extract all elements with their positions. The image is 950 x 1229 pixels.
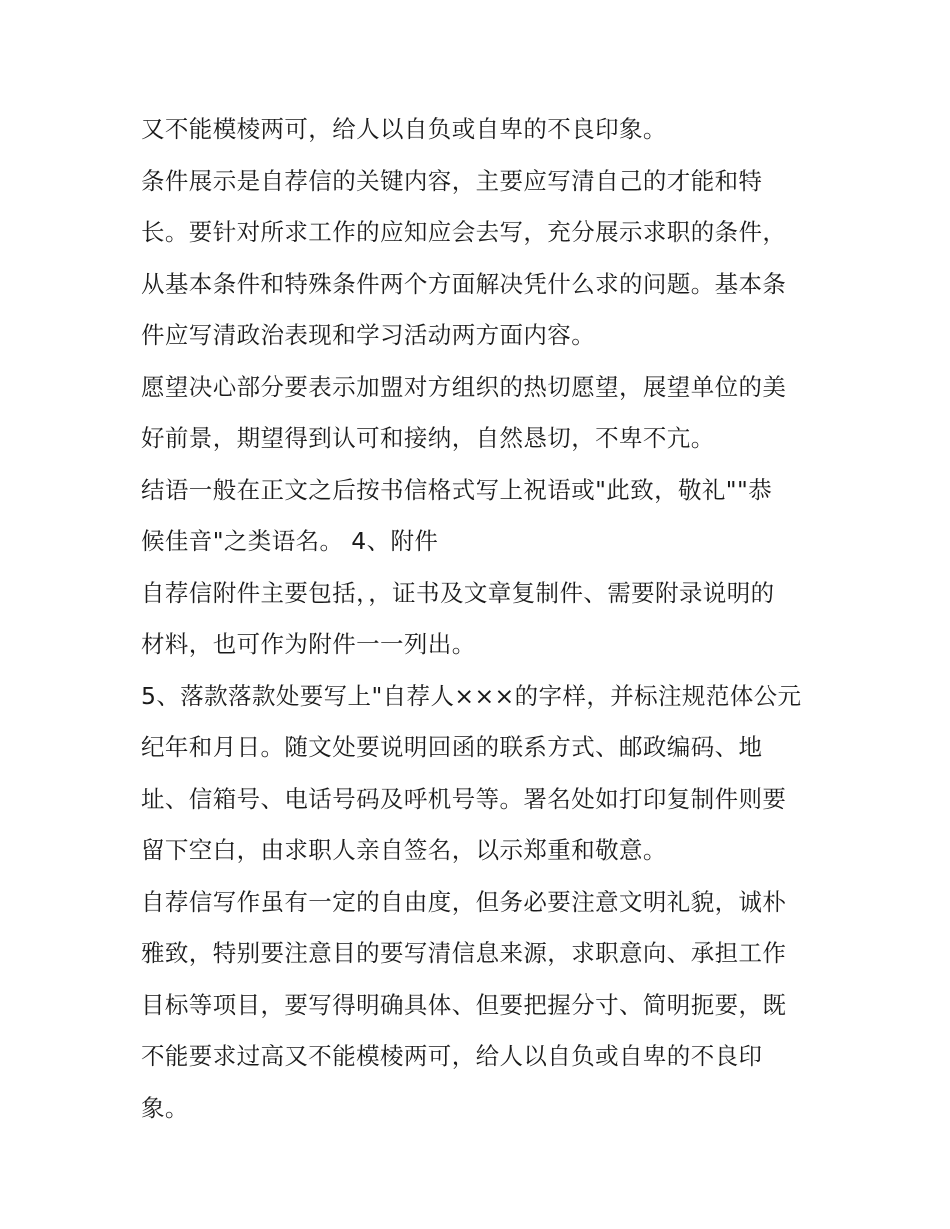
text-line: 自荐信写作虽有一定的自由度，但务必要注意文明礼貌，诚朴 xyxy=(141,887,787,916)
document-body xyxy=(141,104,821,1134)
text-line: 件应写清政治表现和学习活动两方面内容。 xyxy=(141,321,596,349)
text-line: 愿望决心部分要表示加盟对方组织的热切愿望，展望单位的美 xyxy=(141,372,787,401)
text-line: 目标等项目，要写得明确具体、但要把握分寸、简明扼要，既 xyxy=(141,990,787,1019)
text-line: 不能要求过高又不能模棱两可，给人以自负或自卑的不良印 xyxy=(141,1042,763,1070)
text-line: 又不能模棱两可，给人以自负或自卑的不良印象。 xyxy=(141,115,667,143)
text-line: 结语一般在正文之后按书信格式写上祝语或"此致，敬礼""恭 xyxy=(141,475,773,504)
text-line: 从基本条件和特殊条件两个方面解决凭什么求的问题。基本条 xyxy=(141,269,787,298)
text-line: 长。要针对所求工作的应知应会去写，充分展示求职的条件， xyxy=(141,218,787,246)
text-line: 好前景，期望得到认可和接纳，自然恳切，不卑不亢。 xyxy=(141,424,715,452)
text-line: 纪年和月日。随文处要说明回函的联系方式、邮政编码、地 xyxy=(141,733,763,761)
text-line: 条件展示是自荐信的关键内容，主要应写清自己的才能和特 xyxy=(141,166,763,195)
text-line: 雅致，特别要注意目的要写清信息来源，求职意向、承担工作 xyxy=(141,939,787,967)
text-line: 自荐信附件主要包括，，证书及文章复制件、需要附录说明的 xyxy=(141,578,775,607)
text-line: 象。 xyxy=(141,1093,189,1122)
text-line: 址、信箱号、电话号码及呼机号等。署名处如打印复制件则要 xyxy=(141,784,787,813)
text-line: 留下空白，由求职人亲自签名，以示郑重和敬意。 xyxy=(141,836,667,864)
text-line: 候佳音"之类语名。 4、附件 xyxy=(141,527,439,555)
text-line: 材料，也可作为附件一一列出。 xyxy=(141,630,476,658)
text-line: 5、落款落款处要写上"自荐人×××的字样，并标注规范体公元 xyxy=(141,681,802,710)
